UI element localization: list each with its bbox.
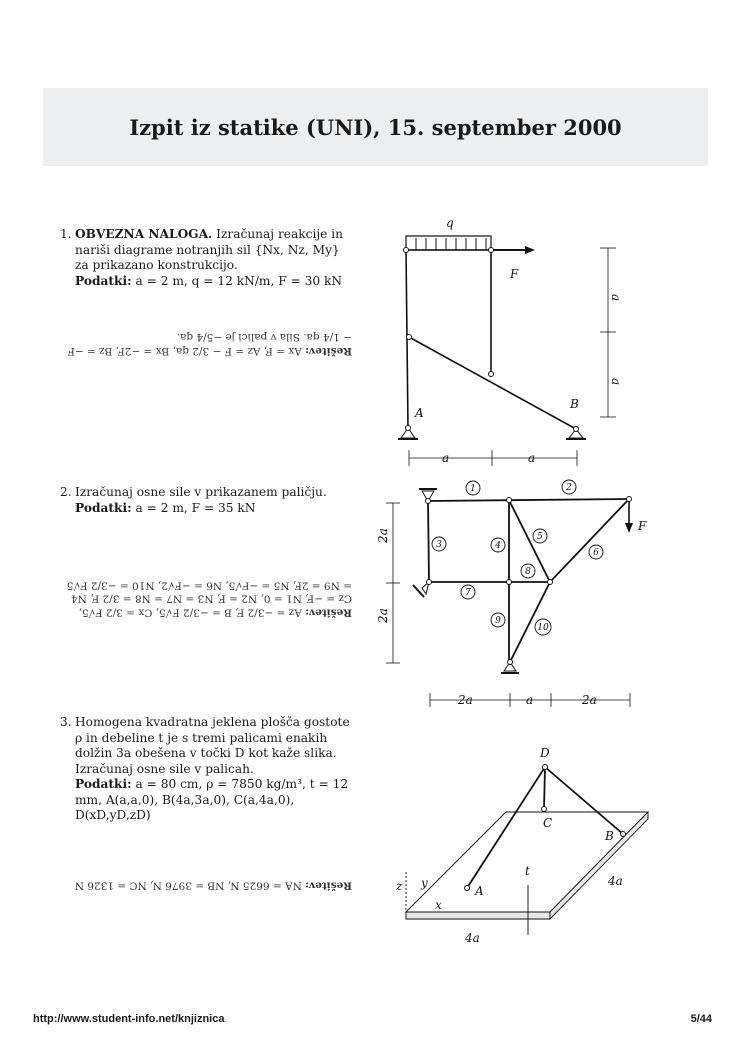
- problem-number: 1.: [60, 227, 72, 241]
- data-label: Podatki:: [75, 500, 132, 515]
- dim-4a: 4a: [608, 874, 623, 888]
- data-label: Podatki:: [75, 273, 132, 288]
- member-label: 3: [436, 540, 442, 550]
- title-box: [43, 88, 708, 166]
- plate-figure: [380, 735, 670, 965]
- member-label: 9: [495, 616, 501, 626]
- problem-2: [60, 485, 350, 516]
- problem-1: [60, 227, 350, 289]
- problem-text: Izračunaj reakcije in nariši diagrame notranjih sil {Nx, Nz, My} za prikazano konstrukcijo.: [75, 227, 343, 272]
- solution-3: [62, 878, 352, 892]
- member-label: 10: [537, 623, 549, 633]
- problem-data: a = 2 m, F = 35 kN: [135, 500, 256, 515]
- axis-y: y: [421, 876, 428, 890]
- dim-2a: 2a: [582, 693, 597, 707]
- axis-z: z: [396, 879, 403, 893]
- axis-x: x: [435, 898, 442, 912]
- frame-figure: [390, 210, 630, 470]
- dim-2a: 2a: [376, 528, 390, 543]
- problem-text: Homogena kvadratna jeklena plošča gostote ρ in debeline t je s tremi palicami enakih dolžin 3a obešena v točki D kot kaže slika. Izračunaj osne sile v palicah.: [75, 715, 350, 776]
- member-label: 2: [566, 483, 572, 493]
- truss-figure: [376, 475, 670, 715]
- page-number: 5/44: [690, 1013, 712, 1025]
- dim-a: a: [609, 378, 623, 386]
- problem-data: a = 80 cm, ρ = 7850 kg/m³, t = 12 mm, A(a,a,0), B(4a,3a,0), C(a,4a,0), D(xD,yD,zD): [75, 777, 349, 822]
- solution-text: NA = 6625 N, NB = 3976 N, NC = 1326 N: [74, 879, 302, 892]
- footer-url[interactable]: http://www.student-info.net/knjiznica: [33, 1013, 225, 1025]
- force-arrow-icon: [625, 523, 633, 533]
- label-D: D: [540, 746, 550, 760]
- dim-a: a: [609, 294, 623, 302]
- dim-a: a: [526, 693, 534, 707]
- label-B: B: [605, 829, 614, 843]
- member-label: 8: [525, 567, 531, 577]
- solution-text: Az = −3/2 F, B = −3/2 F√5, Cx = 3/2 F√5, Cz = −F, N1 = 0, N2 = F, N3 = N7 = N8 = 3/2 F, N4 = N9 = 2F, N5 = −F√5, N6 = −F√2, N10 = −3/2 F√5: [66, 579, 352, 619]
- member-label: 1: [470, 484, 476, 494]
- dim-a: a: [528, 451, 536, 465]
- page-title: Izpit iz statike (UNI), 15. september 2000: [129, 115, 622, 140]
- label-q: q: [446, 216, 454, 230]
- problem-number: 2.: [60, 485, 72, 499]
- solution-label: Rešitev:: [305, 606, 352, 619]
- problem-3: [60, 715, 350, 824]
- solution-label: Rešitev:: [305, 345, 352, 357]
- member-label: 6: [593, 548, 599, 558]
- label-A: A: [475, 884, 484, 898]
- label-F: F: [638, 519, 647, 533]
- problem-heading: OBVEZNA NALOGA.: [75, 227, 213, 241]
- dim-2a: 2a: [376, 608, 390, 623]
- member-label: 4: [495, 541, 501, 551]
- label-F: F: [510, 267, 519, 281]
- label-C: C: [543, 816, 553, 830]
- dim-a: a: [442, 451, 450, 465]
- thickness-t: t: [525, 864, 530, 878]
- data-label: Podatki:: [75, 777, 132, 791]
- solution-text: Ax = F, Az = F − 3/2 qa, Bx = −2F, Bz = −F − 1/4 qa. Sila v palici je −5/4 qa.: [67, 331, 352, 357]
- force-arrow-icon: [525, 246, 535, 254]
- solution-1: [62, 330, 352, 357]
- problem-data: a = 2 m, q = 12 kN/m, F = 30 kN: [135, 273, 343, 288]
- solution-2: [62, 578, 352, 619]
- solution-label: Rešitev:: [305, 879, 352, 892]
- member-label: 7: [465, 588, 471, 598]
- label-B: B: [570, 397, 579, 411]
- dim-2a: 2a: [458, 693, 473, 707]
- problem-text: Izračunaj osne sile v prikazanem paličju.: [75, 485, 327, 499]
- member-label: 5: [537, 532, 543, 542]
- dim-4a: 4a: [465, 931, 480, 945]
- label-A: A: [415, 406, 424, 420]
- problem-number: 3.: [60, 715, 72, 729]
